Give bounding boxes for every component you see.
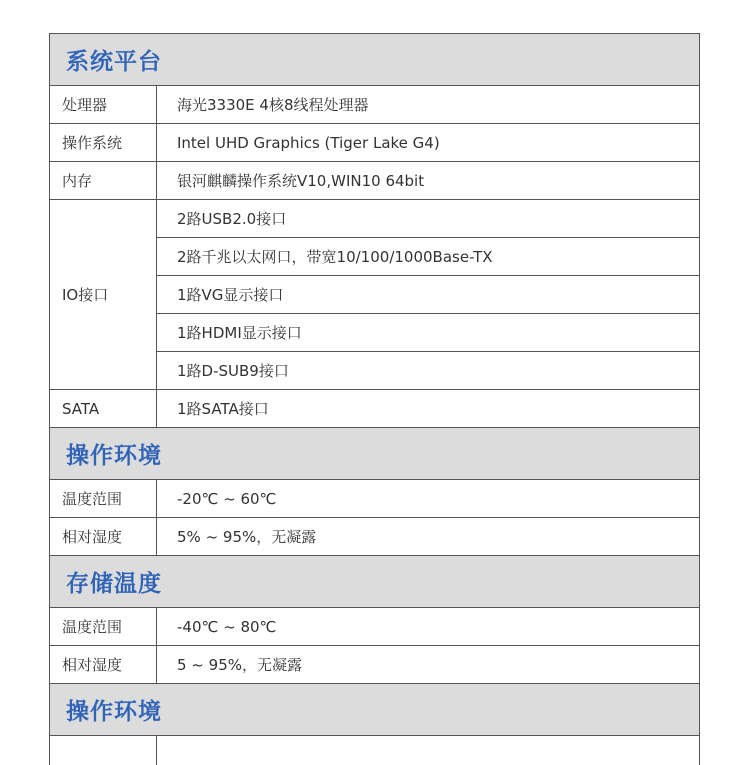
spec-label: 温度范围: [50, 608, 157, 645]
section-header-system-platform: [50, 33, 699, 85]
io-values: [157, 200, 699, 389]
spec-table: [49, 33, 700, 765]
spec-row-os: [50, 123, 699, 161]
spec-value: [157, 736, 699, 765]
spec-value: -40℃ ~ 80℃: [177, 617, 277, 636]
spec-value: 2路千兆以太网口，带宽10/100/1000Base-TX: [157, 237, 699, 275]
spec-label: 温度范围: [50, 480, 157, 517]
section-title: 存储温度: [66, 571, 162, 597]
section-header-operating-environment: [50, 427, 699, 479]
section-header-operating-environment-2: [50, 683, 699, 735]
spec-value: 1路SATA接口: [177, 400, 269, 418]
spec-row-io-interfaces: [50, 199, 699, 389]
spec-label: 相对湿度: [50, 646, 157, 683]
spec-label: 内存: [50, 162, 157, 199]
spec-value: 5 ~ 95%，无凝露: [177, 656, 302, 674]
spec-label: [50, 736, 157, 765]
spec-value: 银河麒麟操作系统V10,WIN10 64bit: [177, 172, 425, 190]
spec-value: Intel UHD Graphics (Tiger Lake G4): [177, 133, 440, 152]
spec-row-sata: [50, 389, 699, 427]
spec-row-storage-humidity: [50, 645, 699, 683]
spec-row-processor: [50, 85, 699, 123]
spec-row-memory: [50, 161, 699, 199]
section-title: 系统平台: [66, 49, 162, 75]
spec-row-partial: [50, 735, 699, 765]
spec-value: 2路USB2.0接口: [177, 210, 287, 228]
spec-row-operating-humidity: [50, 517, 699, 555]
spec-value: 1路D-SUB9接口: [157, 351, 699, 389]
spec-label: 操作系统: [50, 124, 157, 161]
spec-label: 相对湿度: [50, 518, 157, 555]
spec-row-operating-temperature: [50, 479, 699, 517]
section-header-storage-temperature: [50, 555, 699, 607]
spec-label: IO接口: [50, 200, 157, 389]
spec-value: 海光3330E 4核8线程处理器: [177, 96, 369, 114]
section-title: 操作环境: [66, 443, 162, 469]
section-title: 操作环境: [66, 699, 162, 725]
spec-value: 1路VG显示接口: [157, 275, 699, 313]
spec-label: 处理器: [50, 86, 157, 123]
spec-value: -20℃ ~ 60℃: [177, 489, 277, 508]
spec-value: 5% ~ 95%，无凝露: [177, 528, 317, 546]
spec-label: SATA: [50, 390, 157, 427]
spec-row-storage-temperature: [50, 607, 699, 645]
spec-value: 1路HDMI显示接口: [157, 313, 699, 351]
